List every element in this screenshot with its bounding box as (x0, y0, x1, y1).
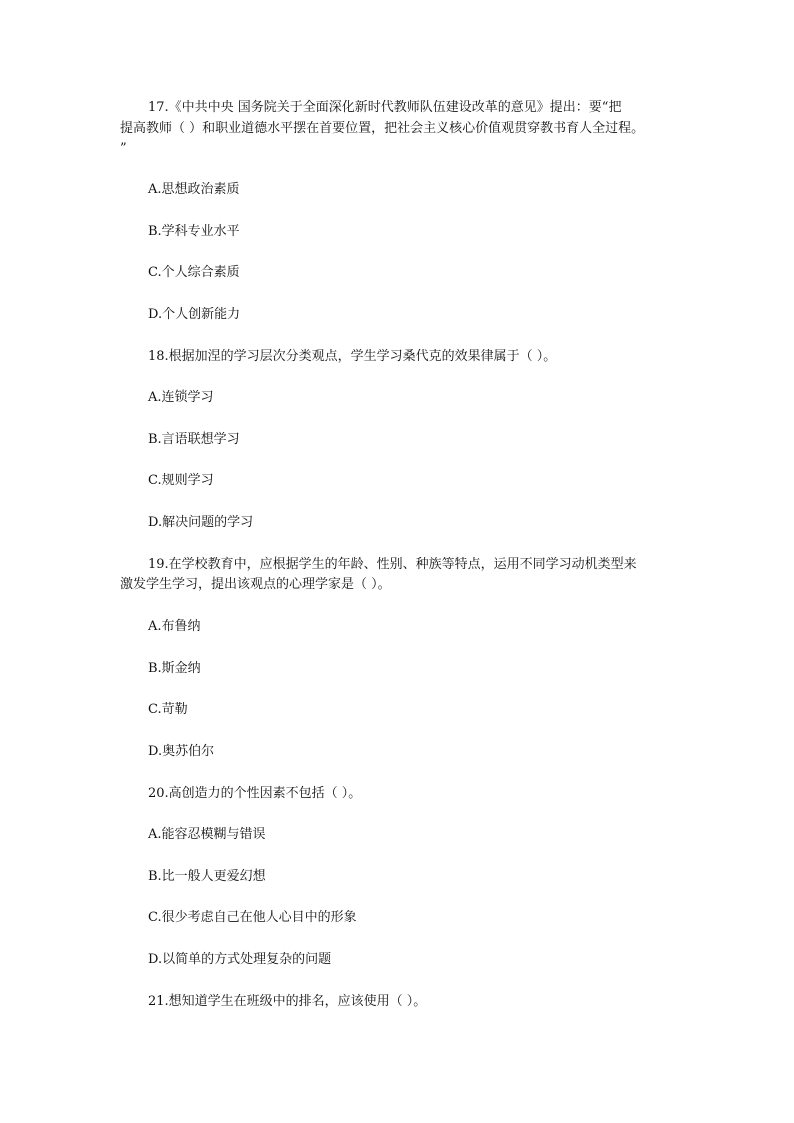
option-a: A.思想政治素质 (148, 182, 240, 197)
question-stem: 提高教师（ ）和职业道德水平摆在首要位置，把社会主义核心价值观贯穿教书育人全过程。 (120, 121, 645, 136)
option-a: A.布鲁纳 (148, 619, 201, 634)
question-stem: 激发学生学习，提出该观点的心理学家是（ ）。 (120, 577, 391, 592)
question-stem: ” (120, 141, 127, 156)
option-d: D.解决问题的学习 (148, 515, 254, 530)
option-c: C.规则学习 (148, 473, 214, 488)
option-d: D.个人创新能力 (148, 307, 241, 322)
option-c: C.苛勒 (148, 702, 188, 717)
option-d: D.以简单的方式处理复杂的问题 (148, 952, 332, 967)
option-b: B.学科专业水平 (148, 224, 240, 239)
question-stem: 20.高创造力的个性因素不包括（ ）。 (148, 786, 362, 801)
option-b: B.比一般人更爱幻想 (148, 869, 266, 884)
question-stem: 18.根据加涅的学习层次分类观点，学生学习桑代克的效果律属于（ ）。 (148, 349, 557, 364)
question-stem: 19.在学校教育中，应根据学生的年龄、性别、种族等特点，运用不同学习动机类型来 (148, 557, 637, 572)
option-c: C.个人综合素质 (148, 265, 240, 280)
question-stem: 21.想知道学生在班级中的排名，应该使用（ ）。 (148, 994, 427, 1009)
question-stem: 17.《中共中央 国务院关于全面深化新时代教师队伍建设改革的意见》提出：要“把 (148, 100, 622, 115)
option-b: B.斯金纳 (148, 661, 201, 676)
option-b: B.言语联想学习 (148, 432, 240, 447)
option-c: C.很少考虑自己在他人心目中的形象 (148, 910, 357, 925)
option-a: A.连锁学习 (148, 390, 214, 405)
option-a: A.能容忍模糊与错误 (148, 827, 266, 842)
option-d: D.奥苏伯尔 (148, 744, 215, 759)
